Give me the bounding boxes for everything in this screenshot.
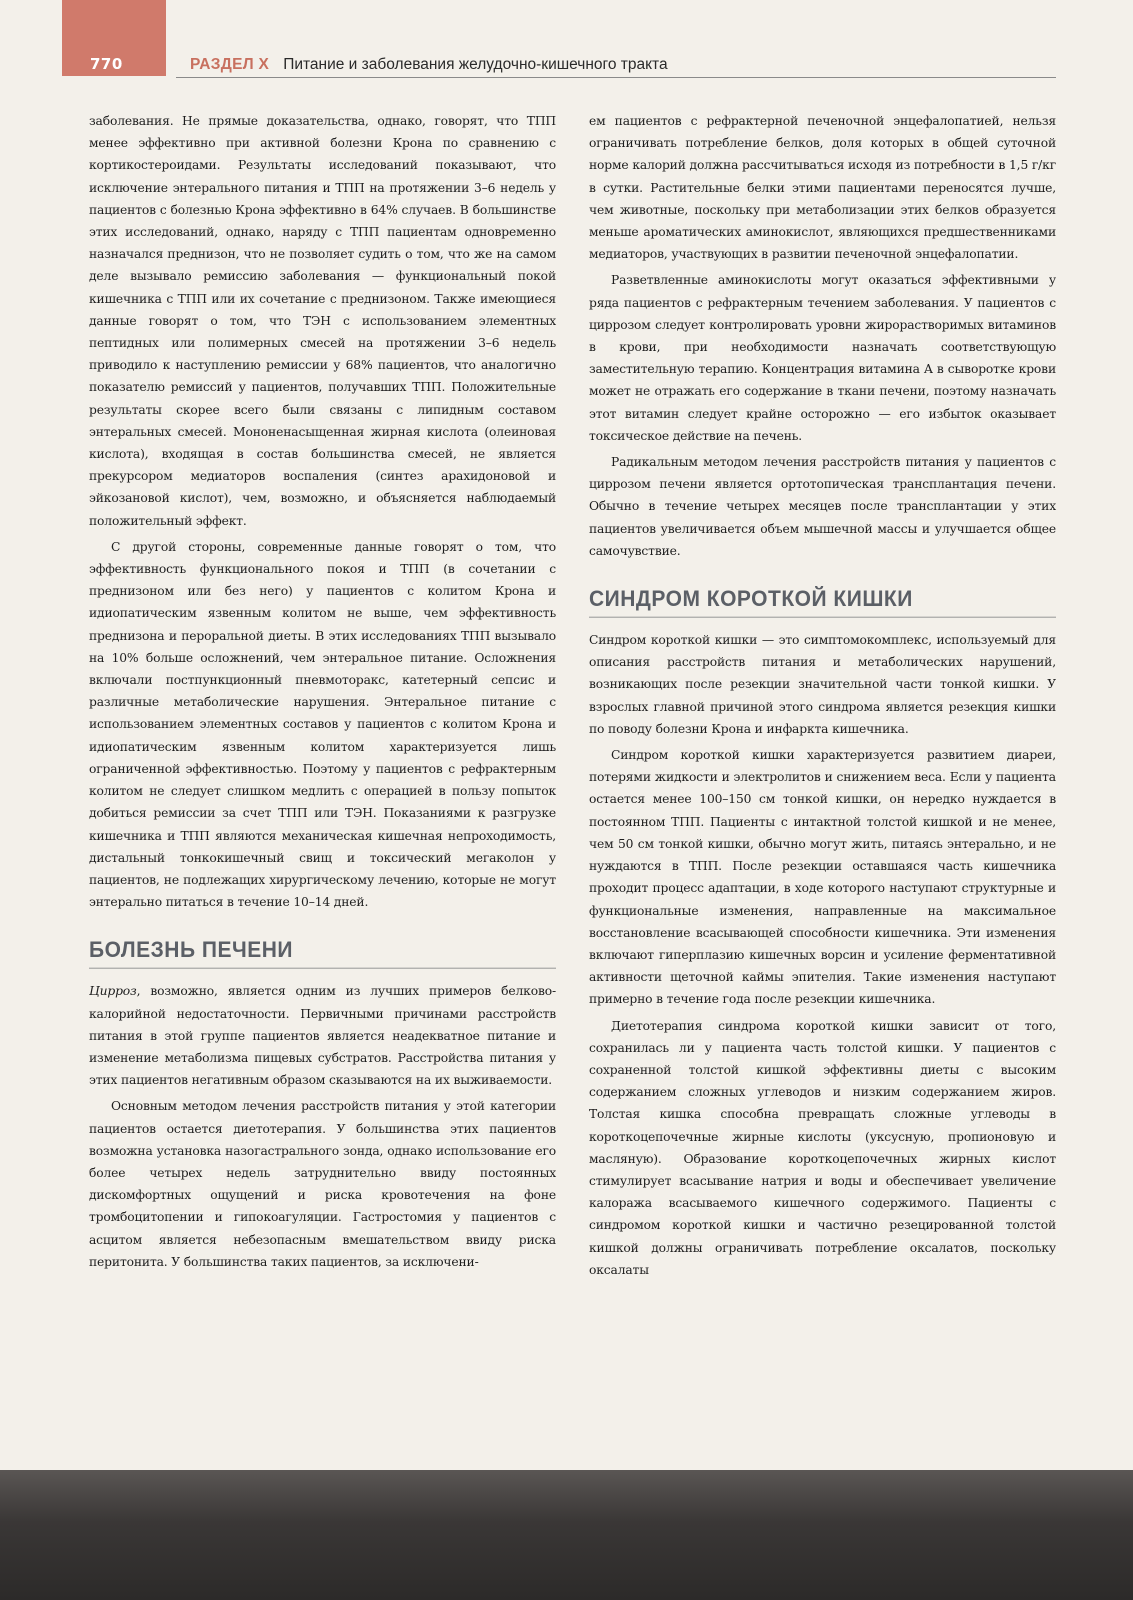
term-italic: Цирроз	[89, 984, 137, 999]
paragraph	[89, 980, 556, 1091]
paragraph-text: , возможно, является одним из лучших примеров белково-калорийной недостаточности. Первичными причинами расстройств питания в этой группе пациентов является неадекватное питание и изменение метаболизма пищевых субстратов. Расстройства питания у этих пациентов негативным образом сказываются на их выживаемости.	[89, 984, 556, 1088]
left-column	[89, 110, 556, 1273]
paragraph: Синдром короткой кишки характеризуется развитием диареи, потерями жидкости и электролитов и снижением веса. Если у пациента остается менее 100–150 см тонкой кишки, он нередко нуждается в постоянном ТПП. Пациенты с интактной толстой кишкой и не менее, чем 50 см тонкой кишки, обычно могут жить, питаясь энтерально, и не нуждаются в ТПП. После резекции оставшаяся часть кишечника проходит процесс адаптации, в ходе которого наступают структурные и функциональные изменения, направленные на максимальное восстановление всасывающей способности кишечника. Эти изменения включают гиперплазию кишечных ворсин и усиление ферментативной активности щеточной каймы эпителия. Такие изменения наступают примерно в течение года после резекции кишечника.	[589, 748, 1056, 1007]
paragraph: Разветвленные аминокислоты могут оказаться эффективными у ряда пациентов с рефрактерным течением заболевания. У пациентов с циррозом следует контролировать уровни жирорастворимых витаминов в крови, при необходимости назначать соответствующую заместительную терапию. Концентрация витамина A в сыворотке крови может не отражать его содержание в ткани печени, поэтому назначать этот витамин следует крайне осторожно — его избыток оказывает токсическое действие на печень.	[589, 273, 1056, 443]
paragraph: Основным методом лечения расстройств питания у этой категории пациентов остается диетотерапия. У большинства этих пациентов возможна установка назогастрального зонда, однако использование его более четырех недель затруднительно ввиду постоянных дискомфортных ощущений и риска кровотечения на фоне тромбоцитопении и гипокоагуляции. Гастростомия у пациентов с асцитом является небезопасным вмешательством ввиду риска перитонита. У большинства таких пациентов, за исключени-	[89, 1099, 556, 1269]
running-header	[190, 56, 668, 74]
scan-bottom-shadow	[0, 1470, 1133, 1600]
paragraph: С другой стороны, современные данные говорят о том, что эффективность функционального покоя и ТПП (в сочетании с преднизоном или без него) у пациентов с колитом Крона и идиопатическим язвенным колитом не выше, чем эффективность преднизона и пероральной диеты. В этих исследованиях ТПП вызывало на 10% больше осложнений, чем энтеральное питание. Осложнения включали постпункционный пневмоторакс, катетерный сепсис и различные метаболические нарушения. Энтеральное питание с использованием элементных составов у пациентов с колитом Крона и идиопатическим язвенным колитом характеризуется лишь ограниченной эффективностью. Поэтому у пациентов с рефрактерным колитом не следует слишком медлить с операцией в пользу попыток добиться ремиссии за счет ТПП или ТЭН. Показаниями к разгрузке кишечника и ТПП являются механическая кишечная непроходимость, дистальный тонкокишечный свищ и токсический мегаколон у пациентов, не подлежащих хирургическому лечению, которые не могут энтерально питаться в течение 10–14 дней.	[89, 539, 556, 910]
section-heading-liver-disease: БОЛЕЗНЬ ПЕЧЕНИ	[89, 939, 556, 969]
section-heading-short-bowel: СИНДРОМ КОРОТКОЙ КИШКИ	[589, 587, 1056, 617]
right-column	[589, 110, 1056, 1281]
header-rule	[176, 77, 1056, 78]
section-label: РАЗДЕЛ X	[190, 56, 270, 73]
paragraph: Синдром короткой кишки — это симптомокомплекс, используемый для описания расстройств питания и метаболических нарушений, возникающих после резекции значительной части тонкой кишки. У взрослых главной причиной этого синдрома является резекция кишки по поводу болезни Крона и инфаркта кишечника.	[589, 633, 1056, 736]
section-title: Питание и заболевания желудочно-кишечного тракта	[283, 56, 668, 73]
paragraph: ем пациентов с рефрактерной печеночной энцефалопатией, нельзя ограничивать потребление белков, доля которых в общей суточной норме калорий должна рассчитываться исходя из потребности в 1,5 г/кг в сутки. Растительные белки этими пациентами переносятся лучше, чем животные, поскольку при метаболизации этих белков образуется меньше ароматических аминокислот, являющихся предшественниками медиаторов, участвующих в развитии печеночной энцефалопатии.	[589, 114, 1056, 262]
page-number: 770	[90, 55, 123, 73]
paragraph: Радикальным методом лечения расстройств питания у пациентов с циррозом печени является ортотопическая трансплантация печени. Обычно в течение четырех месяцев после трансплантации у этих пациентов увеличивается объем мышечной массы и улучшается общее самочувствие.	[589, 455, 1056, 558]
paragraph: заболевания. Не прямые доказательства, однако, говорят, что ТПП менее эффективно при активной болезни Крона по сравнению с кортикостероидами. Результаты исследований показывают, что исключение энтерального питания и ТПП на протяжении 3–6 недель у пациентов с болезнью Крона эффективно в 64% случаев. В большинстве этих исследований, однако, наряду с ТПП пациентам одновременно назначался преднизон, что не позволяет судить о том, что же на самом деле вызывало ремиссию заболевания — функциональный покой кишечника с ТПП или их сочетание с преднизоном. Также имеющиеся данные говорят о том, что ТЭН с использованием элементных пептидных или полимерных смесей на протяжении 3–6 недель приводило к наступлению ремиссии у 68% пациентов, что аналогично показателю ремиссий у пациентов, получавших ТПП. Положительные результаты скорее всего были связаны с липидным составом энтеральных смесей. Мононенасыщенная жирная кислота (олеиновая кислота), входящая в состав большинства смесей, не является прекурсором медиаторов воспаления (синтез арахидоновой и эйкозановой кислот), чем, возможно, и объясняется наблюдаемый положительный эффект.	[89, 114, 556, 528]
paragraph: Диетотерапия синдрома короткой кишки зависит от того, сохранилась ли у пациента часть толстой кишки. У пациентов с сохраненной толстой кишкой эффективны диеты с высоким содержанием сложных углеводов и низким содержанием жиров. Толстая кишка способна превращать сложные углеводы в короткоцепочечные жирные кислоты (уксусную, пропионовую и масляную). Образование короткоцепочечных жирных кислот стимулирует всасывание натрия и воды и обеспечивает увеличение калоража всасываемого кишечного содержимого. Пациенты с синдромом короткой кишки и частично резецированной толстой кишкой должны ограничивать потребление оксалатов, поскольку оксалаты	[589, 1018, 1056, 1277]
